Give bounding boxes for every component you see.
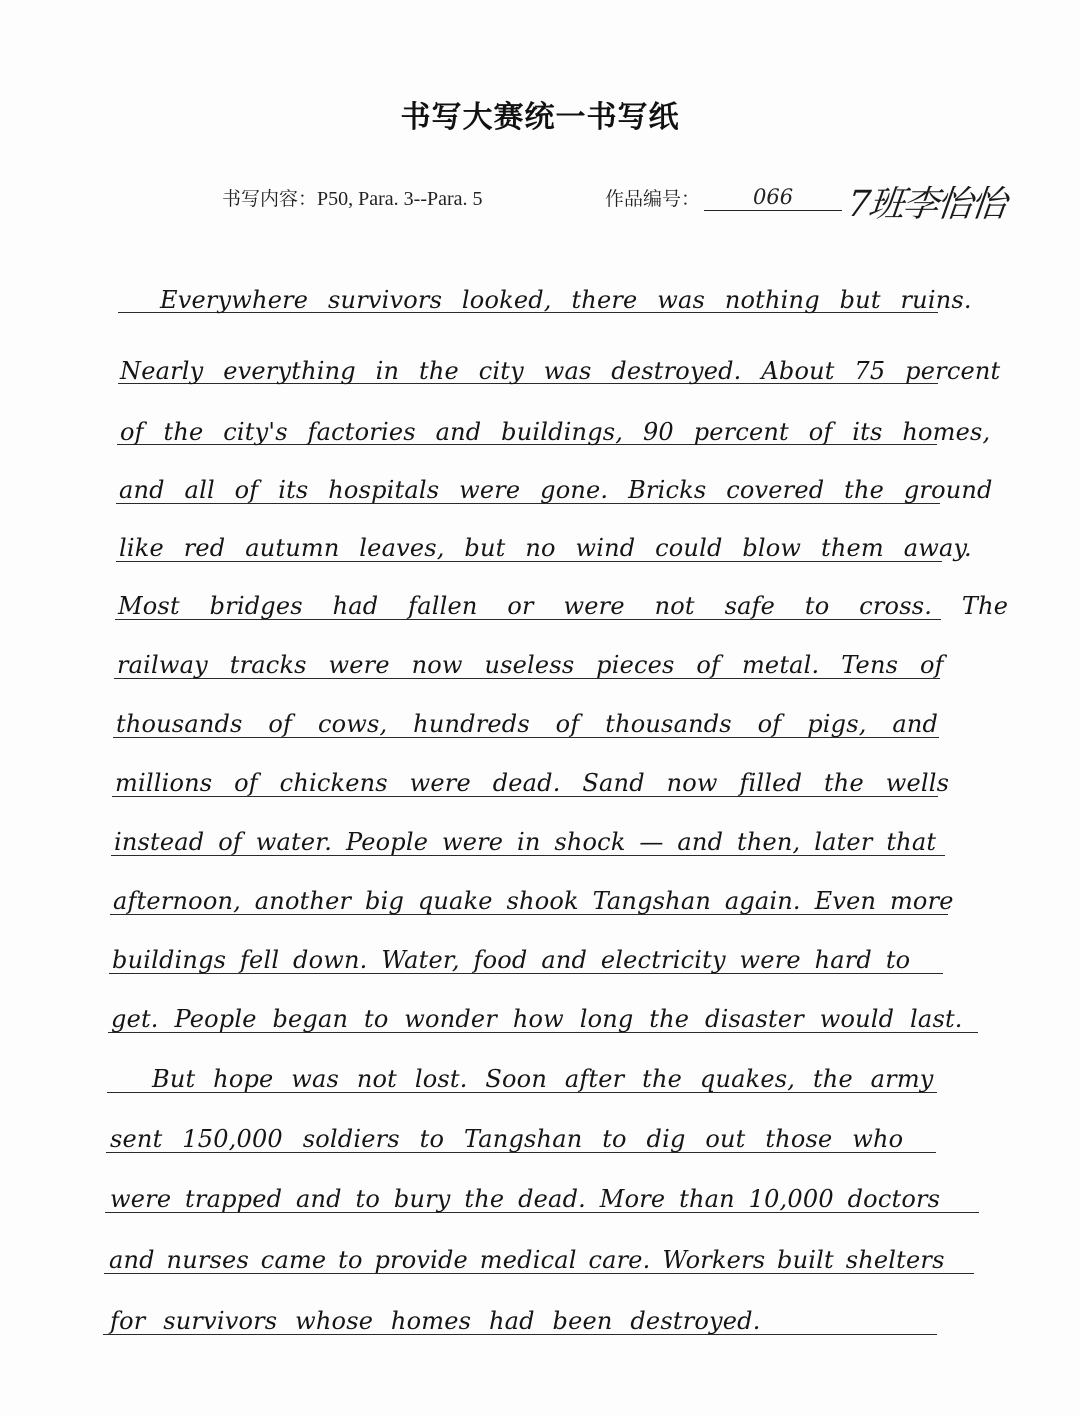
handwritten-line: of the city's factories and buildings, 90 percent of its homes, [120,418,991,446]
handwritten-line: sent 150,000 soldiers to Tangshan to dig out those who [110,1125,904,1153]
handwritten-line: Most bridges had fallen or were not safe to cross. The [118,592,1009,620]
entry-label: 作品编号： [605,188,701,210]
entry-number: 066 [704,185,842,211]
handwritten-line: instead of water. People were in shock — and then, later that [114,828,937,856]
handwritten-line: But hope was not lost. Soon after the quakes, the army [152,1065,934,1093]
handwritten-line: railway tracks were now useless pieces of metal. Tens of [117,651,944,679]
handwritten-line: buildings fell down. Water, food and electricity were hard to [112,946,911,974]
handwritten-line: and nurses came to provide medical care. Workers built shelters [109,1246,945,1274]
page-title: 书写大赛统一书写纸 [400,100,680,135]
handwritten-line: thousands of cows, hundreds of thousands of pigs, and [116,710,939,738]
handwritten-line: afternoon, another big quake shook Tangshan again. Even more [113,887,954,915]
handwritten-line: for survivors whose homes had been destroyed. [110,1307,761,1335]
handwritten-line: millions of chickens were dead. Sand now filled the wells [115,769,950,797]
handwritten-line: get. People began to wonder how long the disaster would last. [111,1005,963,1033]
handwritten-line: like red autumn leaves, but no wind could blow them away. [119,534,972,562]
handwritten-line: were trapped and to bury the dead. More than 10,000 doctors [110,1185,941,1213]
content-value: P50, Para. 3--Para. 5 [317,188,483,210]
handwritten-line: Nearly everything in the city was destroyed. About 75 percent [120,357,1001,385]
handwritten-line: and all of its hospitals were gone. Bricks covered the ground [119,476,993,504]
content-label: 书写内容： [222,188,318,210]
handwritten-line: Everywhere survivors looked, there was nothing but ruins. [160,286,972,314]
handwritten-signature: 7班李怡怡 [845,184,1007,225]
